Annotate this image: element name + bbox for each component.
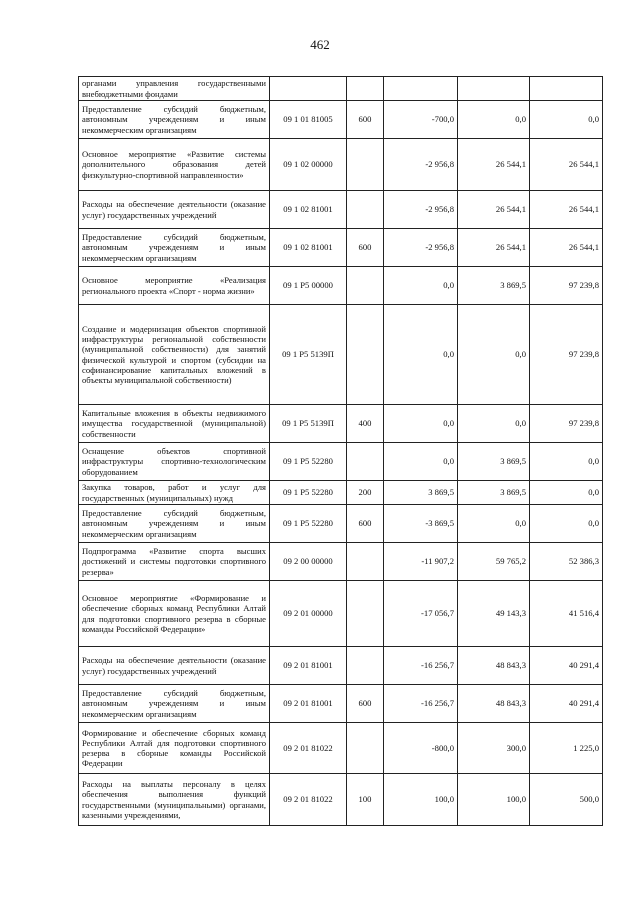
row-name-cell: Предоставление субсидий бюджетным, автономным учреждениям и иным некоммерческим организациям	[79, 101, 270, 139]
row-value-2-cell: 0,0	[458, 101, 530, 139]
row-type-cell	[347, 723, 384, 774]
row-value-2-cell: 3 869,5	[458, 267, 530, 305]
row-value-3-cell: 500,0	[530, 774, 603, 826]
row-name-cell: Расходы на выплаты персоналу в целях обеспечения выполнения функций государственными (муниципальными) органами, казенными учреждениями,	[79, 774, 270, 826]
row-name-cell: Предоставление субсидий бюджетным, автономным учреждениям и иным некоммерческим организациям	[79, 229, 270, 267]
row-value-2-cell: 48 843,3	[458, 685, 530, 723]
row-value-3-cell: 0,0	[530, 481, 603, 505]
table-row	[79, 505, 603, 543]
row-value-3-cell: 1 225,0	[530, 723, 603, 774]
row-value-1-cell: -2 956,8	[384, 139, 458, 191]
row-value-2-cell: 300,0	[458, 723, 530, 774]
row-code-cell: 09 2 01 00000	[270, 581, 347, 647]
row-value-1-cell: 3 869,5	[384, 481, 458, 505]
row-value-3-cell: 97 239,8	[530, 305, 603, 405]
row-value-3-cell: 26 544,1	[530, 139, 603, 191]
row-type-cell	[347, 267, 384, 305]
row-value-2-cell: 0,0	[458, 305, 530, 405]
row-value-1-cell: 0,0	[384, 443, 458, 481]
row-value-3-cell: 97 239,8	[530, 267, 603, 305]
row-code-cell: 09 2 01 81001	[270, 685, 347, 723]
row-type-cell	[347, 543, 384, 581]
row-name-cell: Оснащение объектов спортивной инфраструктуры спортивно-технологическим оборудованием	[79, 443, 270, 481]
row-value-3-cell	[530, 77, 603, 101]
row-name-cell: Основное мероприятие «Развитие системы дополнительного образования детей физкультурно-спортивной направленности»	[79, 139, 270, 191]
row-type-cell: 200	[347, 481, 384, 505]
table-row	[79, 443, 603, 481]
row-code-cell: 09 1 P5 5139П	[270, 405, 347, 443]
row-code-cell: 09 1 P5 52280	[270, 443, 347, 481]
row-value-1-cell: -700,0	[384, 101, 458, 139]
row-type-cell: 600	[347, 101, 384, 139]
table-row	[79, 77, 603, 101]
row-value-1-cell: -2 956,8	[384, 191, 458, 229]
row-code-cell: 09 1 01 81005	[270, 101, 347, 139]
row-code-cell: 09 1 02 81001	[270, 229, 347, 267]
row-code-cell	[270, 77, 347, 101]
table-row	[79, 774, 603, 826]
table-row	[79, 647, 603, 685]
row-value-2-cell: 0,0	[458, 505, 530, 543]
row-value-1-cell: 0,0	[384, 405, 458, 443]
row-value-1-cell: 0,0	[384, 267, 458, 305]
row-type-cell	[347, 581, 384, 647]
table-row	[79, 581, 603, 647]
row-name-cell: Основное мероприятие «Реализация регионального проекта «Спорт - норма жизни»	[79, 267, 270, 305]
row-value-1-cell: 100,0	[384, 774, 458, 826]
table-row	[79, 305, 603, 405]
row-code-cell: 09 2 00 00000	[270, 543, 347, 581]
row-type-cell	[347, 443, 384, 481]
row-value-1-cell	[384, 77, 458, 101]
table-row	[79, 191, 603, 229]
row-value-2-cell: 26 544,1	[458, 191, 530, 229]
row-name-cell: органами управления государственными внебюджетными фондами	[79, 77, 270, 101]
row-value-2-cell: 26 544,1	[458, 229, 530, 267]
row-value-3-cell: 0,0	[530, 505, 603, 543]
row-value-3-cell: 40 291,4	[530, 685, 603, 723]
table-row	[79, 481, 603, 505]
budget-table	[78, 76, 603, 826]
row-value-3-cell: 40 291,4	[530, 647, 603, 685]
table-row	[79, 723, 603, 774]
table-row	[79, 229, 603, 267]
table-row	[79, 685, 603, 723]
row-value-1-cell: -11 907,2	[384, 543, 458, 581]
row-name-cell: Предоставление субсидий бюджетным, автономным учреждениям и иным некоммерческим организациям	[79, 685, 270, 723]
row-value-1-cell: -16 256,7	[384, 647, 458, 685]
row-code-cell: 09 1 P5 52280	[270, 505, 347, 543]
row-name-cell: Расходы на обеспечение деятельности (оказание услуг) государственных учреждений	[79, 647, 270, 685]
row-type-cell: 400	[347, 405, 384, 443]
row-value-2-cell: 100,0	[458, 774, 530, 826]
row-type-cell: 100	[347, 774, 384, 826]
row-value-3-cell: 0,0	[530, 101, 603, 139]
page-number: 462	[310, 37, 330, 52]
row-code-cell: 09 2 01 81001	[270, 647, 347, 685]
row-value-1-cell: -3 869,5	[384, 505, 458, 543]
row-name-cell: Подпрограмма «Развитие спорта высших достижений и системы подготовки спортивного резерва»	[79, 543, 270, 581]
row-value-2-cell: 3 869,5	[458, 481, 530, 505]
row-value-3-cell: 26 544,1	[530, 191, 603, 229]
row-code-cell: 09 1 P5 00000	[270, 267, 347, 305]
row-code-cell: 09 1 P5 52280	[270, 481, 347, 505]
row-value-2-cell: 48 843,3	[458, 647, 530, 685]
row-value-3-cell: 26 544,1	[530, 229, 603, 267]
row-value-2-cell: 26 544,1	[458, 139, 530, 191]
row-type-cell: 600	[347, 505, 384, 543]
row-type-cell	[347, 139, 384, 191]
row-value-1-cell: -16 256,7	[384, 685, 458, 723]
row-type-cell	[347, 191, 384, 229]
row-name-cell: Закупка товаров, работ и услуг для государственных (муниципальных) нужд	[79, 481, 270, 505]
table-row	[79, 267, 603, 305]
row-type-cell	[347, 647, 384, 685]
row-value-2-cell: 0,0	[458, 405, 530, 443]
row-code-cell: 09 1 02 81001	[270, 191, 347, 229]
row-value-1-cell: 0,0	[384, 305, 458, 405]
row-name-cell: Создание и модернизация объектов спортивной инфраструктуры региональной собственности (муниципальной собственности) для занятий физической культурой и спортом (субсидии на софинансирование капитальных вложений в объекты муниципальной собственности)	[79, 305, 270, 405]
row-value-2-cell: 3 869,5	[458, 443, 530, 481]
row-type-cell: 600	[347, 685, 384, 723]
row-code-cell: 09 1 02 00000	[270, 139, 347, 191]
table-row	[79, 405, 603, 443]
table-row	[79, 101, 603, 139]
row-value-3-cell: 0,0	[530, 443, 603, 481]
row-name-cell: Основное мероприятие «Формирование и обеспечение сборных команд Республики Алтай для подготовки спортивного резерва в сборные команды Российской Федерации»	[79, 581, 270, 647]
row-type-cell	[347, 305, 384, 405]
row-value-2-cell: 49 143,3	[458, 581, 530, 647]
table-row	[79, 139, 603, 191]
row-code-cell: 09 1 P5 5139П	[270, 305, 347, 405]
row-value-3-cell: 52 386,3	[530, 543, 603, 581]
row-code-cell: 09 2 01 81022	[270, 723, 347, 774]
row-code-cell: 09 2 01 81022	[270, 774, 347, 826]
row-name-cell: Расходы на обеспечение деятельности (оказание услуг) государственных учреждений	[79, 191, 270, 229]
row-value-3-cell: 41 516,4	[530, 581, 603, 647]
row-value-3-cell: 97 239,8	[530, 405, 603, 443]
row-name-cell: Предоставление субсидий бюджетным, автономным учреждениям и иным некоммерческим организациям	[79, 505, 270, 543]
row-name-cell: Формирование и обеспечение сборных команд Республики Алтай для подготовки спортивного резерва в сборные команды Российской Федерации	[79, 723, 270, 774]
row-type-cell	[347, 77, 384, 101]
row-value-1-cell: -2 956,8	[384, 229, 458, 267]
row-type-cell: 600	[347, 229, 384, 267]
row-value-2-cell	[458, 77, 530, 101]
table-row	[79, 543, 603, 581]
row-value-2-cell: 59 765,2	[458, 543, 530, 581]
row-value-1-cell: -800,0	[384, 723, 458, 774]
budget-table-body	[79, 77, 603, 826]
row-name-cell: Капитальные вложения в объекты недвижимого имущества государственной (муниципальной) собственности	[79, 405, 270, 443]
row-value-1-cell: -17 056,7	[384, 581, 458, 647]
